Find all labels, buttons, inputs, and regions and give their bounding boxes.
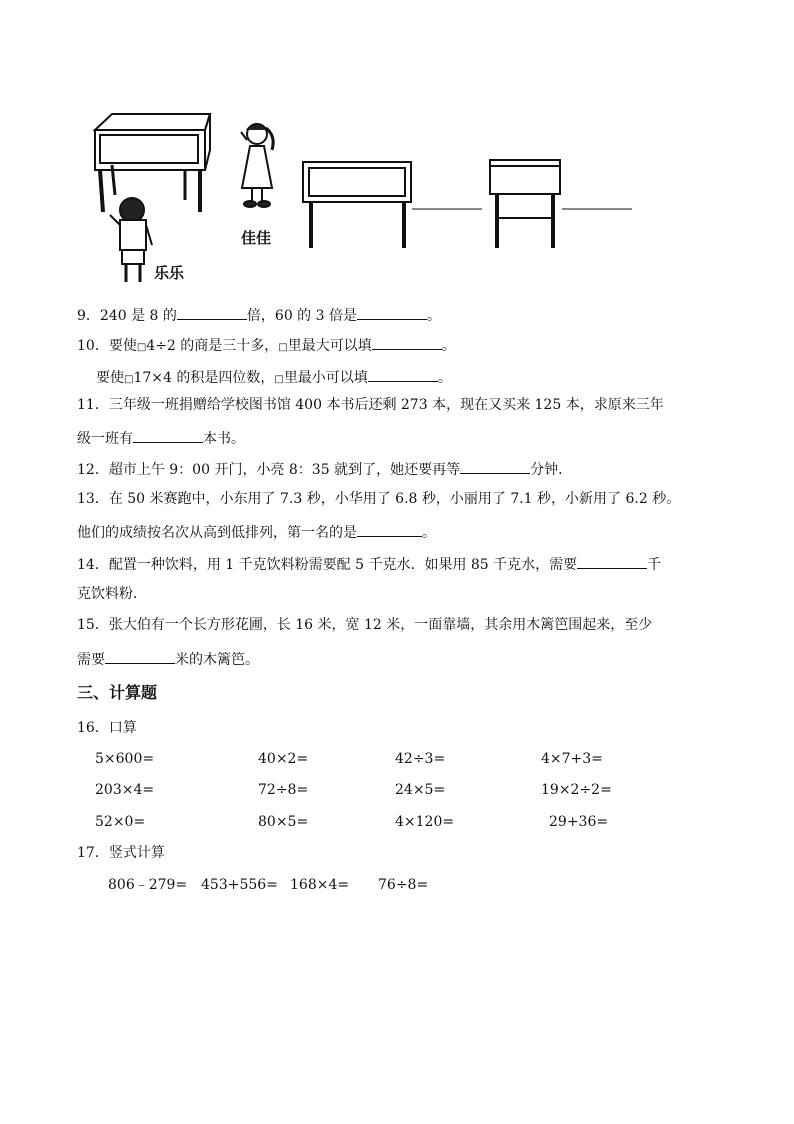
answer-blank[interactable] (368, 365, 438, 382)
calc-item: 4×120= (395, 814, 455, 830)
question-text: 三年级一班捐赠给学校图书馆 400 本书后还剩 273 本，现在又买来 125 本，求原来三年 (108, 397, 664, 413)
answer-blank[interactable] (133, 426, 203, 443)
question-text: 。 (426, 308, 441, 324)
calc-item: 19×2÷2= (541, 782, 612, 798)
calc-item: 203×4= (95, 782, 155, 798)
calc-item: 52×0= (95, 814, 146, 830)
question-text: 千 (647, 557, 662, 573)
question-13-line-2 (77, 520, 436, 543)
square-placeholder: □ (278, 342, 288, 353)
question-12 (77, 457, 572, 480)
boy-label: 乐乐 (154, 264, 185, 282)
answer-blank[interactable] (577, 552, 647, 569)
question-text: 克饮料粉． (77, 586, 147, 602)
question-text: 里最大可以填 (287, 338, 372, 354)
question-text: 。 (437, 370, 452, 386)
vertical-calc-item: 453+556= (201, 877, 278, 893)
question-text: 需要 (77, 652, 105, 668)
question-13-line-1 (77, 489, 680, 509)
question-9 (77, 303, 441, 326)
square-placeholder: □ (124, 374, 134, 385)
calc-item: 72÷8= (258, 782, 309, 798)
answer-blank[interactable] (177, 303, 247, 320)
question-text: 分钟． (530, 462, 573, 478)
question-text: 240 是 8 的 (99, 308, 177, 324)
question-text: 。 (441, 338, 456, 354)
question-number: 12． (77, 462, 109, 478)
question-11-line-2 (77, 426, 245, 449)
desk-illustration (0, 0, 794, 300)
question-text: 他们的成绩按名次从高到低排列，第一名的是 (77, 525, 357, 541)
question-14-line-1 (77, 552, 661, 575)
question-17-label: 17．竖式计算 (77, 845, 165, 861)
question-text: 17×4 的积是四位数， (133, 370, 275, 386)
question-text: 要使 (96, 370, 124, 386)
calc-item: 24×5= (395, 782, 446, 798)
boy-figure (110, 198, 152, 282)
vertical-calc-item: 76÷8= (378, 877, 429, 893)
calc-item: 29+36= (549, 814, 609, 830)
question-11-line-1 (77, 395, 664, 415)
calc-item: 42÷3= (395, 751, 446, 767)
question-16-label: 16．口算 (77, 720, 137, 736)
question-number: 9． (77, 308, 100, 324)
question-text: 本书。 (203, 431, 245, 447)
calc-item: 5×600= (95, 751, 155, 767)
calc-item: 80×5= (258, 814, 309, 830)
question-text: 。 (422, 525, 436, 541)
calc-item: 40×2= (258, 751, 309, 767)
question-text: 超市上午 9：00 开门，小亮 8：35 就到了，她还要再等 (108, 462, 461, 478)
section-heading-calculation: 三、计算题 (77, 683, 158, 702)
question-text: 倍，60 的 3 倍是 (246, 308, 357, 324)
square-placeholder: □ (136, 342, 147, 353)
question-text: 米的木篱笆。 (175, 652, 259, 668)
question-number: 15． (77, 617, 109, 633)
vertical-calc-item: 806﹣279= (108, 877, 188, 893)
question-text: 要使 (108, 338, 137, 354)
question-15-line-2 (77, 647, 259, 670)
answer-blank[interactable] (357, 303, 427, 320)
question-text: 张大伯有一个长方形花圃，长 16 米，宽 12 米，一面靠墙，其余用木篱笆围起来，至少 (108, 617, 653, 633)
question-text: 4÷2 的商是三十多， (146, 338, 279, 354)
question-10-line-2 (96, 365, 452, 390)
vertical-calc-item: 168×4= (290, 877, 350, 893)
answer-blank[interactable] (372, 333, 442, 350)
desk-1 (95, 114, 210, 212)
question-text: 在 50 米赛跑中，小东用了 7.3 秒，小华用了 6.8 秒，小丽用了 7.1 秒，小新用了 6.2 秒。 (108, 491, 681, 507)
question-10-line-1 (77, 333, 456, 358)
question-14-line-2 (77, 584, 147, 604)
answer-blank[interactable] (357, 520, 422, 537)
desk-3 (490, 160, 560, 248)
question-number: 11． (77, 397, 109, 413)
girl-label: 佳佳 (241, 229, 272, 247)
answer-blank[interactable] (460, 457, 530, 474)
square-placeholder: □ (274, 374, 284, 385)
question-number: 13． (77, 491, 109, 507)
desk-2 (303, 162, 411, 248)
question-text: 级一班有 (77, 431, 133, 447)
girl-figure (241, 124, 273, 207)
answer-blank[interactable] (105, 647, 175, 664)
question-15-line-1 (77, 615, 652, 635)
question-text: 里最小可以填 (283, 370, 368, 386)
question-number: 10． (77, 338, 109, 354)
question-number: 14． (77, 557, 109, 573)
question-text: 配置一种饮料，用 1 千克饮料粉需要配 5 千克水．如果用 85 千克水，需要 (108, 557, 578, 573)
calc-item: 4×7+3= (541, 751, 603, 767)
